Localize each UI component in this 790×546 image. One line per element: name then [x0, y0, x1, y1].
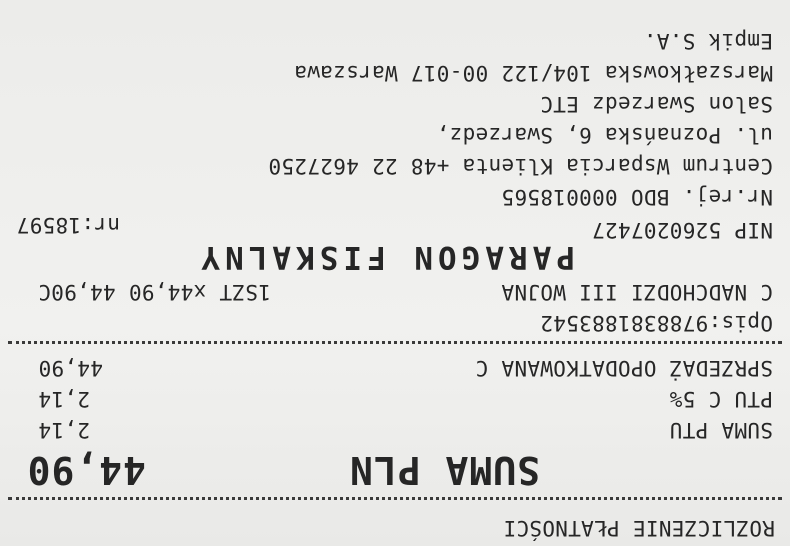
receipt-title: PARAGON FISKALNY — [196, 239, 575, 275]
taxed-sale-label: SPRZEDAŻ OPODATKOWANA C — [475, 356, 773, 380]
store-address: ul. Poznańska 6, Swarzedz, — [436, 123, 773, 147]
footer-payment-settlement: ROZLICZENIE PŁATNOŚCI — [503, 516, 775, 540]
support-contact: Centrum Wsparcia Klienta +48 22 4627250 — [268, 154, 773, 178]
item-name: C NADCHODZI III WOJNA — [501, 280, 773, 304]
total-label: SUMA PLN — [348, 448, 540, 492]
item-qty-price-total: 1SZT x44,90 44,90C — [38, 280, 271, 304]
nip-number: NIP 5260207427 — [591, 218, 773, 242]
store-name: Salon Swarzedz ETC — [540, 92, 773, 116]
company-address: Marszałkowska 104/122 00-017 Warszawa — [294, 61, 773, 85]
total-value: 44,90 — [26, 448, 146, 492]
divider-line — [8, 341, 782, 344]
taxed-sale-value: 44,90 — [38, 356, 103, 380]
item-description: Opis:9788381883542 — [540, 311, 773, 335]
company-name: Empik S.A. — [643, 29, 773, 53]
receipt-number: nr:18597 — [16, 213, 120, 237]
bdo-registration: Nr.rej. BDO 000018565 — [501, 185, 773, 209]
ptu-rate-value: 2,14 — [38, 387, 90, 411]
divider-line — [8, 497, 782, 500]
ptu-rate-label: PTU C 5% — [669, 387, 773, 411]
ptu-sum-value: 2,14 — [38, 418, 90, 442]
ptu-sum-label: SUMA PTU — [669, 418, 773, 442]
